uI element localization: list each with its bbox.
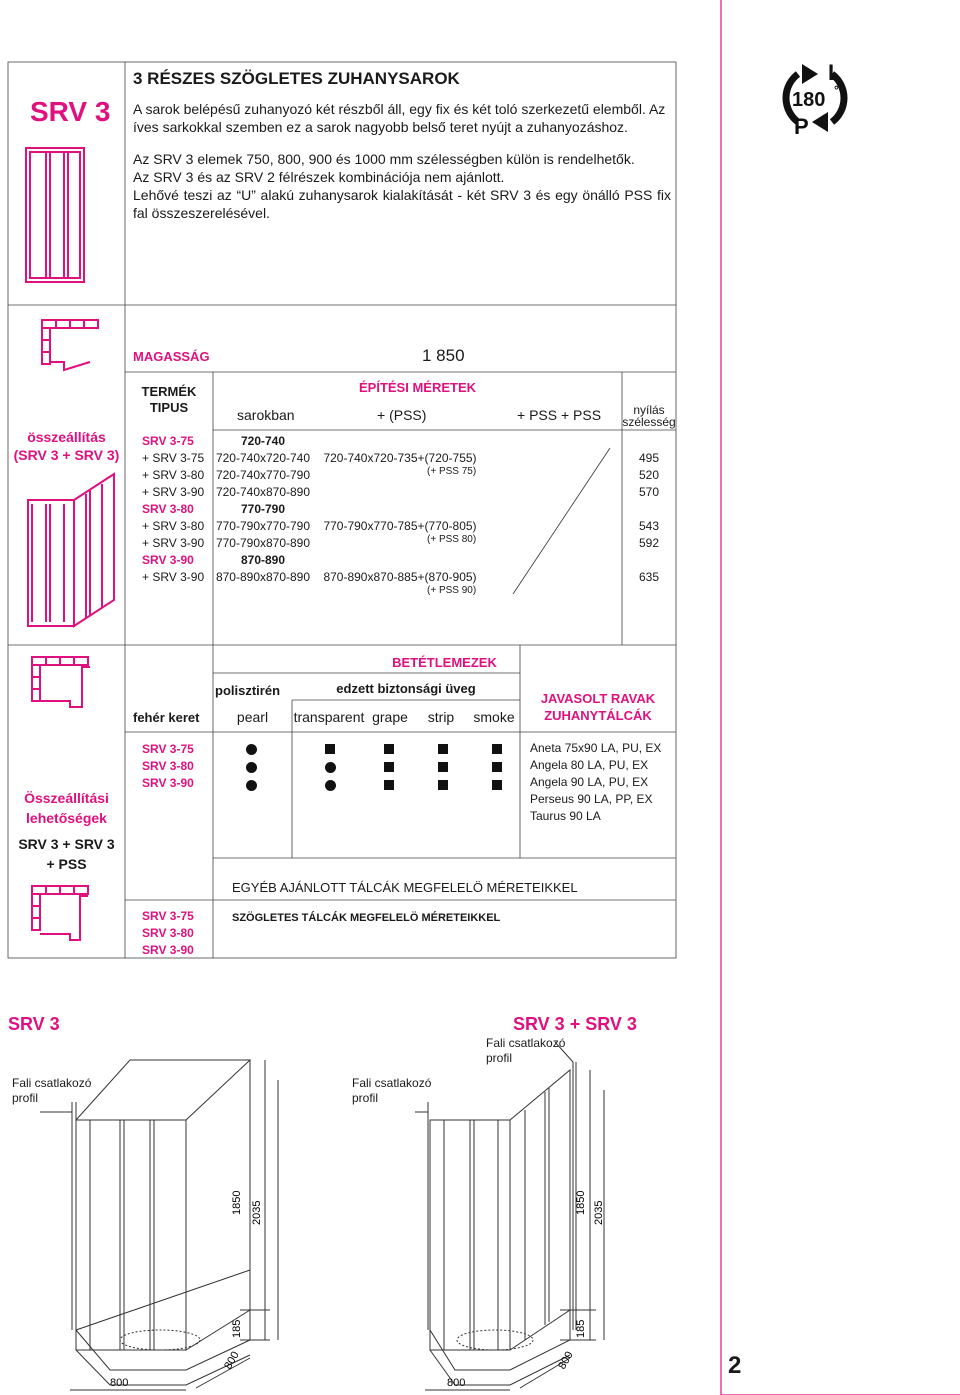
available-square-icon xyxy=(325,744,335,754)
opening-width: 495 xyxy=(638,451,660,465)
pss-note: (+ PSS 75) xyxy=(427,466,477,477)
product-type: SRV 3-75 xyxy=(142,434,194,448)
corner-dimension: 720-740x720-740 xyxy=(215,451,311,465)
pss-note: (+ PSS 80) xyxy=(427,534,477,545)
logo-letter: L xyxy=(828,60,842,85)
door-panel-icon xyxy=(24,146,88,286)
product-type: SRV 3-80 xyxy=(142,502,194,516)
wall-profile-line: Fali csatlakozó xyxy=(486,1036,566,1050)
product-type: SRV 3-90 xyxy=(142,553,194,567)
insert-product-type: SRV 3-80 xyxy=(142,759,194,773)
section2-label xyxy=(8,788,125,828)
opening-width: 570 xyxy=(638,485,660,499)
recommended-trays-line: ZUHANYTÁLCÁK xyxy=(544,708,652,723)
corner-dimension: 770-790 xyxy=(240,502,286,516)
intro-text xyxy=(133,100,671,222)
available-square-icon xyxy=(384,762,394,772)
square-tray-product-type: SRV 3-75 xyxy=(142,909,194,923)
available-square-icon xyxy=(492,744,502,754)
wall-profile-line: Fali csatlakozó xyxy=(12,1076,92,1090)
corner-dimension: 770-790x770-790 xyxy=(215,519,311,533)
wall-profile-line: profil xyxy=(12,1091,39,1105)
available-dot-icon xyxy=(246,744,257,755)
opening-width: 635 xyxy=(638,570,660,584)
available-square-icon xyxy=(492,762,502,772)
wall-profile-line: profil xyxy=(486,1051,513,1065)
glass-type-transparent: transparent xyxy=(293,709,365,725)
glass-type-pearl: pearl xyxy=(236,709,269,725)
intro-paragraph: Az SRV 3 elemek 750, 800, 900 és 1000 mm szélességben külön is rendelhetők. xyxy=(133,151,635,167)
available-square-icon xyxy=(438,744,448,754)
corner-plan-small-icon xyxy=(30,884,100,944)
col-opening xyxy=(622,404,676,428)
product-type: + SRV 3-80 xyxy=(142,468,205,482)
col-opening-line: szélesség xyxy=(622,415,676,429)
intro-paragraph: Az SRV 3 és az SRV 2 félrészek kombinációja nem ajánlott. xyxy=(133,169,505,185)
drawing-title-left: SRV 3 xyxy=(8,1014,60,1034)
shower-enclosure-drawings xyxy=(0,1040,720,1395)
dim-width-800: 800 xyxy=(110,1377,129,1389)
recommended-tray: Angela 90 LA, PU, EX xyxy=(530,775,649,789)
corner-dimension: 870-890x870-890 xyxy=(215,570,311,584)
section2-combo-line: + PSS xyxy=(46,856,87,872)
intro-paragraph: A sarok belépésű zuhanyozó két részből áll, egy fix és két toló szerkezetű elemből. Az íves sarkokkal szemben ez a sarok nagyobb belső teret nyújt a zuhanyozáshoz. xyxy=(133,101,666,135)
other-trays-note: EGYÉB AJÁNLOTT TÁLCÁK MEGFELELÖ MÉRETEIKKEL xyxy=(232,880,578,895)
pss-dimension: 870-890x870-885+(870-905) xyxy=(323,570,477,584)
dim-height-2035: 2035 xyxy=(251,1200,263,1225)
dim-depth-800: 800 xyxy=(556,1349,576,1372)
corner-dimension: 770-790x870-890 xyxy=(215,536,311,550)
pss-dimension: 720-740x720-735+(720-755) xyxy=(323,451,477,465)
glass-type-strip: strip xyxy=(427,709,455,725)
available-square-icon xyxy=(438,762,448,772)
recommended-trays-line: JAVASOLT RAVAK xyxy=(540,691,656,706)
section2-label-line: Összeállítási xyxy=(24,790,109,806)
corner-enclosure-icon xyxy=(24,470,118,630)
logo-number: 180 xyxy=(792,89,826,111)
square-trays-note: SZÖGLETES TÁLCÁK MEGFELELÖ MÉRETEIKKEL xyxy=(232,912,501,924)
pss-dimension: 770-790x770-785+(770-805) xyxy=(323,519,477,533)
corner-plan-icon xyxy=(40,318,104,376)
available-dot-icon xyxy=(246,780,257,791)
product-type-header-line: TIPUS xyxy=(149,400,189,415)
drawing-title-right: SRV 3 + SRV 3 xyxy=(513,1014,637,1034)
dim-depth-800: 800 xyxy=(222,1349,242,1372)
u-plan-icon xyxy=(30,655,100,713)
wall-profile-line: profil xyxy=(352,1091,379,1105)
insert-product-type: SRV 3-90 xyxy=(142,776,194,790)
col-pss-pss: + PSS + PSS xyxy=(517,407,602,423)
corner-dimension: 870-890 xyxy=(240,553,286,567)
product-type-header xyxy=(125,384,213,416)
product-code: SRV 3 xyxy=(30,96,111,127)
recommended-tray: Taurus 90 LA xyxy=(530,809,601,823)
available-dot-icon xyxy=(246,762,257,773)
logo-letter: P xyxy=(794,114,809,136)
section1-label-line: összeállítás xyxy=(27,429,106,445)
glass-type-grape: grape xyxy=(372,709,408,725)
intro-paragraph: Lehővé teszi az “U” alakú zuhanysarok kialakítását - két SRV 3 és egy önálló PSS fix fal összeszerelésével. xyxy=(133,187,671,221)
rotation-180-icon xyxy=(768,60,864,136)
product-type: + SRV 3-90 xyxy=(142,570,205,584)
available-square-icon xyxy=(438,780,448,790)
available-dot-icon xyxy=(325,780,336,791)
corner-dimension: 720-740x770-790 xyxy=(215,468,311,482)
available-square-icon xyxy=(492,780,502,790)
recommended-tray: Perseus 90 LA, PP, EX xyxy=(530,792,653,806)
height-label: MAGASSÁG xyxy=(133,349,210,364)
available-square-icon xyxy=(384,780,394,790)
dim-width-800: 800 xyxy=(447,1377,466,1389)
build-dimensions-header: ÉPÍTÉSI MÉRETEK xyxy=(358,380,477,395)
corner-dimension: 720-740 xyxy=(240,434,286,448)
safety-glass-label: edzett biztonsági üveg xyxy=(336,681,476,696)
product-type: + SRV 3-75 xyxy=(142,451,205,465)
opening-width: 543 xyxy=(638,519,660,533)
glass-type-smoke: smoke xyxy=(473,709,515,725)
dim-base-185: 185 xyxy=(575,1319,587,1338)
recommended-tray: Angela 80 LA, PU, EX xyxy=(530,758,649,772)
page-number: 2 xyxy=(728,1352,742,1379)
dim-height-1850: 1850 xyxy=(575,1190,587,1215)
section2-label-line: lehetőségek xyxy=(26,810,107,826)
white-frame-label: fehér keret xyxy=(133,710,200,725)
product-type-header-line: TERMÉK xyxy=(141,384,197,399)
available-square-icon xyxy=(384,744,394,754)
section1-label xyxy=(8,428,125,464)
square-tray-product-type: SRV 3-90 xyxy=(142,943,194,957)
section2-combo-line: SRV 3 + SRV 3 xyxy=(18,836,115,852)
dim-height-2035: 2035 xyxy=(593,1200,605,1225)
wall-profile-line: Fali csatlakozó xyxy=(352,1076,432,1090)
opening-width: 592 xyxy=(638,536,660,550)
insert-product-type: SRV 3-75 xyxy=(142,742,194,756)
inserts-header: BETÉTLEMEZEK xyxy=(392,655,497,670)
opening-width: 520 xyxy=(638,468,660,482)
height-value: 1 850 xyxy=(422,346,465,365)
available-dot-icon xyxy=(325,762,336,773)
section1-label-line: (SRV 3 + SRV 3) xyxy=(13,447,120,463)
product-type: + SRV 3-80 xyxy=(142,519,205,533)
col-sarokban: sarokban xyxy=(237,407,295,423)
recommended-tray: Aneta 75x90 LA, PU, EX xyxy=(530,741,662,755)
logo-degree: ° xyxy=(834,83,839,97)
corner-dimension: 720-740x870-890 xyxy=(215,485,311,499)
square-tray-product-type: SRV 3-80 xyxy=(142,926,194,940)
dim-base-185: 185 xyxy=(231,1319,243,1338)
section2-combo-label xyxy=(8,834,125,874)
col-opening-line: nyílás xyxy=(633,403,665,417)
page-title: 3 RÉSZES SZÖGLETES ZUHANYSAROK xyxy=(133,69,460,88)
pss-note: (+ PSS 90) xyxy=(427,585,477,596)
dim-height-1850: 1850 xyxy=(231,1190,243,1215)
product-type: + SRV 3-90 xyxy=(142,536,205,550)
col-pss: + (PSS) xyxy=(377,407,427,423)
product-type: + SRV 3-90 xyxy=(142,485,205,499)
recommended-trays-header xyxy=(520,690,676,724)
polystyrene-label: polisztirén xyxy=(215,683,281,698)
